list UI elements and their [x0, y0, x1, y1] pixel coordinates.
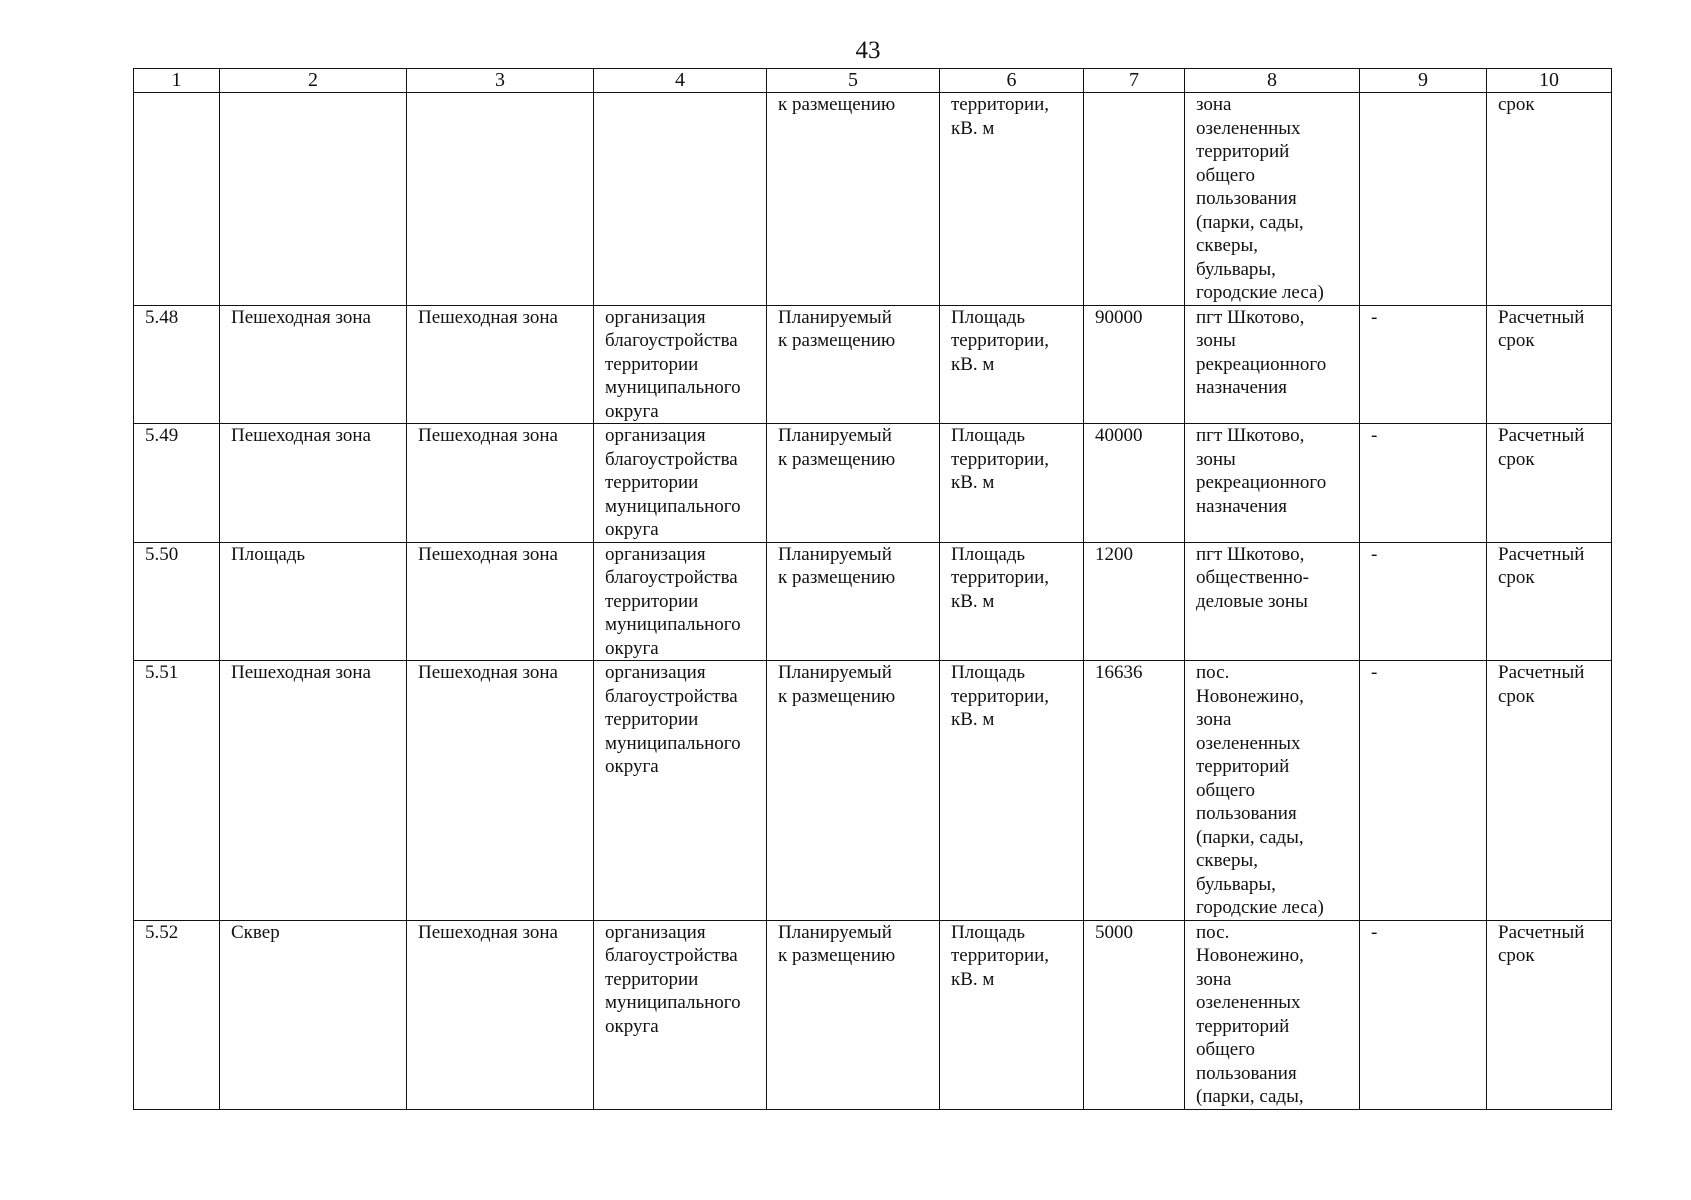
table-row — [134, 93, 1612, 306]
table-cell: Пешеходная зона — [407, 661, 594, 921]
table-row — [134, 661, 1612, 921]
table-cell: Расчетный срок — [1487, 424, 1612, 543]
table-cell: 5.50 — [134, 542, 220, 661]
table-cell: организация благоустройства территории муниципального округа — [594, 305, 767, 424]
table-cell: пгт Шкотово, зоны рекреационного назначения — [1185, 424, 1360, 543]
table-cell: 1200 — [1084, 542, 1185, 661]
table-cell: 40000 — [1084, 424, 1185, 543]
table-cell: 16636 — [1084, 661, 1185, 921]
column-number-cell: 6 — [940, 69, 1084, 93]
table-cell: Пешеходная зона — [407, 424, 594, 543]
table-cell: Планируемый к размещению — [767, 305, 940, 424]
table-cell — [1084, 93, 1185, 306]
page-number: 43 — [855, 37, 881, 64]
table-cell: пгт Шкотово, общественно- деловые зоны — [1185, 542, 1360, 661]
table-cell: Расчетный срок — [1487, 542, 1612, 661]
table-cell: Расчетный срок — [1487, 661, 1612, 921]
table-cell: организация благоустройства территории муниципального округа — [594, 542, 767, 661]
table-cell: срок — [1487, 93, 1612, 306]
table-cell: - — [1360, 542, 1487, 661]
table-cell: Сквер — [220, 920, 407, 1109]
column-number-cell: 7 — [1084, 69, 1185, 93]
table-row — [134, 920, 1612, 1109]
table-row — [134, 542, 1612, 661]
table-cell: пос. Новонежино, зона озелененных территорий общего пользования (парки, сады, скверы, бульвары, городские леса) — [1185, 661, 1360, 921]
column-number-cell: 5 — [767, 69, 940, 93]
table-cell: Планируемый к размещению — [767, 661, 940, 921]
table-cell: организация благоустройства территории муниципального округа — [594, 920, 767, 1109]
table-cell — [407, 93, 594, 306]
table-cell: Площадь территории, кВ. м — [940, 424, 1084, 543]
table-cell: - — [1360, 661, 1487, 921]
table-cell: 5.51 — [134, 661, 220, 921]
table-cell: Площадь территории, кВ. м — [940, 542, 1084, 661]
table-cell: зона озелененных территорий общего пользования (парки, сады, скверы, бульвары, городские леса) — [1185, 93, 1360, 306]
table-cell: Площадь территории, кВ. м — [940, 661, 1084, 921]
column-number-cell: 4 — [594, 69, 767, 93]
table-cell: территории, кВ. м — [940, 93, 1084, 306]
table-cell: Планируемый к размещению — [767, 920, 940, 1109]
table-cell: организация благоустройства территории муниципального округа — [594, 661, 767, 921]
table-cell — [594, 93, 767, 306]
table-cell: Пешеходная зона — [407, 305, 594, 424]
table-cell: - — [1360, 424, 1487, 543]
table-cell: пгт Шкотово, зоны рекреационного назначения — [1185, 305, 1360, 424]
table-cell: 5.52 — [134, 920, 220, 1109]
column-number-cell: 10 — [1487, 69, 1612, 93]
table-row — [134, 305, 1612, 424]
table-cell: пос. Новонежино, зона озелененных территорий общего пользования (парки, сады, — [1185, 920, 1360, 1109]
table-cell: Пешеходная зона — [220, 424, 407, 543]
column-number-cell: 8 — [1185, 69, 1360, 93]
table-cell — [134, 93, 220, 306]
table-row — [134, 424, 1612, 543]
table-cell: Планируемый к размещению — [767, 542, 940, 661]
table-cell: Площадь — [220, 542, 407, 661]
table-cell: - — [1360, 305, 1487, 424]
table-cell: 5.49 — [134, 424, 220, 543]
table-cell: Площадь территории, кВ. м — [940, 305, 1084, 424]
column-number-row — [134, 69, 1612, 93]
planning-objects-table — [133, 68, 1612, 1110]
table-cell: организация благоустройства территории муниципального округа — [594, 424, 767, 543]
table-cell: Пешеходная зона — [220, 305, 407, 424]
table-cell: Расчетный срок — [1487, 305, 1612, 424]
column-number-cell: 2 — [220, 69, 407, 93]
column-number-cell: 1 — [134, 69, 220, 93]
column-number-cell: 3 — [407, 69, 594, 93]
table-cell: Пешеходная зона — [407, 542, 594, 661]
table-cell: - — [1360, 920, 1487, 1109]
table-cell: 5000 — [1084, 920, 1185, 1109]
table-cell: Пешеходная зона — [407, 920, 594, 1109]
table-cell: Площадь территории, кВ. м — [940, 920, 1084, 1109]
table-cell: Планируемый к размещению — [767, 424, 940, 543]
table-cell: Пешеходная зона — [220, 661, 407, 921]
table-cell: 90000 — [1084, 305, 1185, 424]
table-cell: Расчетный срок — [1487, 920, 1612, 1109]
table-cell — [1360, 93, 1487, 306]
table-cell — [220, 93, 407, 306]
column-number-cell: 9 — [1360, 69, 1487, 93]
table-cell: 5.48 — [134, 305, 220, 424]
table-cell: к размещению — [767, 93, 940, 306]
